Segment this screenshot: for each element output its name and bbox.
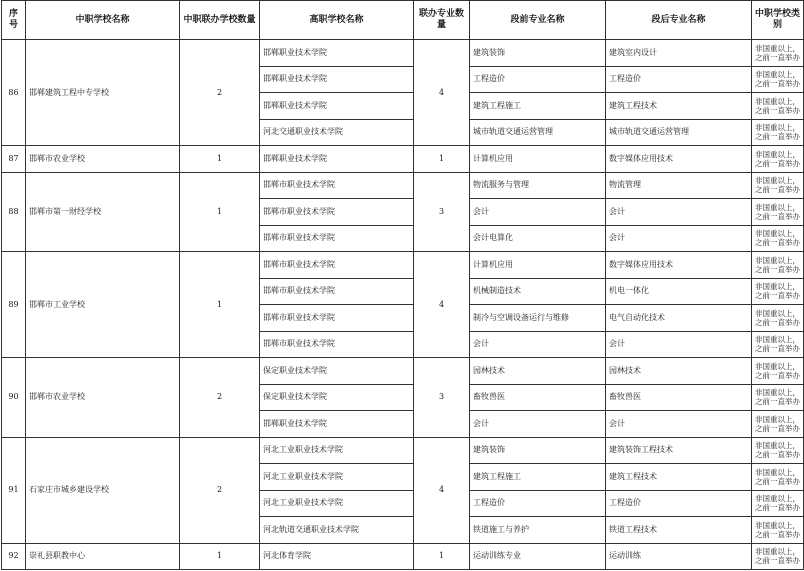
major-before: 园林技术 [470,358,606,385]
secondary-school-name: 邯郸市工业学校 [26,252,180,358]
row-number: 90 [2,358,26,438]
college-name: 河北轨道交通职业技术学院 [260,517,414,544]
table-row [2,358,804,385]
joint-major-count: 1 [414,146,470,173]
major-before: 工程造价 [470,490,606,517]
joint-school-count: 2 [180,358,260,438]
college-name: 邯郸职业技术学院 [260,66,414,93]
secondary-school-name: 崇礼县职教中心 [26,543,180,570]
school-category: 非国重以上，之前一直举办 [752,305,804,332]
major-before: 制冷与空调设备运行与维修 [470,305,606,332]
joint-school-count: 1 [180,543,260,570]
header-majors: 联办专业数量 [414,1,470,40]
secondary-school-name: 邯郸建筑工程中专学校 [26,40,180,146]
major-after: 畜牧兽医 [606,384,752,411]
major-after: 建筑工程技术 [606,464,752,491]
college-name: 河北工业职业技术学院 [260,490,414,517]
college-name: 邯郸市职业技术学院 [260,172,414,199]
major-before: 建筑工程施工 [470,93,606,120]
row-number: 88 [2,172,26,252]
school-category: 非国重以上，之前一直举办 [752,384,804,411]
college-name: 河北工业职业技术学院 [260,464,414,491]
table-row [2,543,804,570]
major-after: 会计 [606,331,752,358]
college-name: 河北体育学院 [260,543,414,570]
college-name: 邯郸职业技术学院 [260,411,414,438]
school-category: 非国重以上，之前一直举办 [752,146,804,173]
row-number: 86 [2,40,26,146]
college-name: 邯郸市职业技术学院 [260,252,414,279]
major-after: 会计 [606,225,752,252]
major-after: 工程造价 [606,66,752,93]
major-after: 建筑装饰工程技术 [606,437,752,464]
major-after: 工程造价 [606,490,752,517]
major-before: 机械制造技术 [470,278,606,305]
school-category: 非国重以上，之前一直举办 [752,40,804,67]
major-after: 数字媒体应用技术 [606,146,752,173]
joint-school-count: 2 [180,40,260,146]
joint-major-count: 3 [414,358,470,438]
school-category: 非国重以上，之前一直举办 [752,517,804,544]
college-name: 邯郸市职业技术学院 [260,225,414,252]
school-category: 非国重以上，之前一直举办 [752,411,804,438]
major-before: 会计 [470,411,606,438]
row-number: 92 [2,543,26,570]
row-number: 89 [2,252,26,358]
school-category: 非国重以上，之前一直举办 [752,119,804,146]
secondary-school-name: 邯郸市农业学校 [26,146,180,173]
school-category: 非国重以上，之前一直举办 [752,252,804,279]
header-no: 序号 [2,1,26,40]
major-after: 建筑工程技术 [606,93,752,120]
college-name: 邯郸职业技术学院 [260,93,414,120]
joint-major-count: 3 [414,172,470,252]
header-count: 中职联办学校数量 [180,1,260,40]
major-before: 运动训练专业 [470,543,606,570]
college-name: 保定职业技术学院 [260,358,414,385]
joint-school-count: 2 [180,437,260,543]
school-category: 非国重以上，之前一直举办 [752,93,804,120]
major-before: 建筑装饰 [470,40,606,67]
joint-school-count: 1 [180,146,260,173]
major-after: 会计 [606,411,752,438]
major-before: 城市轨道交通运营管理 [470,119,606,146]
joint-major-count: 4 [414,252,470,358]
table-body [2,40,804,570]
school-category: 非国重以上，之前一直举办 [752,543,804,570]
major-before: 计算机应用 [470,146,606,173]
header-before: 段前专业名称 [470,1,606,40]
major-after: 城市轨道交通运营管理 [606,119,752,146]
table-row [2,172,804,199]
college-name: 河北工业职业技术学院 [260,437,414,464]
school-category: 非国重以上，之前一直举办 [752,437,804,464]
header-row [2,1,804,40]
school-category: 非国重以上，之前一直举办 [752,331,804,358]
school-category: 非国重以上，之前一直举办 [752,278,804,305]
joint-major-count: 4 [414,437,470,543]
major-after: 会计 [606,199,752,226]
college-name: 保定职业技术学院 [260,384,414,411]
secondary-school-name: 邯郸市农业学校 [26,358,180,438]
major-after: 机电一体化 [606,278,752,305]
school-category: 非国重以上，之前一直举办 [752,199,804,226]
school-category: 非国重以上，之前一直举办 [752,490,804,517]
major-before: 建筑装饰 [470,437,606,464]
major-before: 建筑工程施工 [470,464,606,491]
major-after: 运动训练 [606,543,752,570]
college-name: 河北交通职业技术学院 [260,119,414,146]
table-row [2,40,804,67]
major-before: 会计 [470,199,606,226]
table-row [2,437,804,464]
major-after: 电气自动化技术 [606,305,752,332]
school-category: 非国重以上，之前一直举办 [752,464,804,491]
college-name: 邯郸职业技术学院 [260,40,414,67]
row-number: 87 [2,146,26,173]
school-category: 非国重以上，之前一直举办 [752,225,804,252]
major-after: 园林技术 [606,358,752,385]
major-after: 建筑室内设计 [606,40,752,67]
major-after: 物流管理 [606,172,752,199]
major-after: 数字媒体应用技术 [606,252,752,279]
major-before: 工程造价 [470,66,606,93]
header-after: 段后专业名称 [606,1,752,40]
major-before: 计算机应用 [470,252,606,279]
header-college: 高职学校名称 [260,1,414,40]
school-category: 非国重以上，之前一直举办 [752,66,804,93]
joint-school-count: 1 [180,252,260,358]
school-category: 非国重以上，之前一直举办 [752,172,804,199]
table-row [2,146,804,173]
enrollment-table [1,0,804,570]
college-name: 邯郸市职业技术学院 [260,305,414,332]
major-after: 铁道工程技术 [606,517,752,544]
major-before: 会计电算化 [470,225,606,252]
major-before: 物流服务与管理 [470,172,606,199]
college-name: 邯郸市职业技术学院 [260,331,414,358]
major-before: 会计 [470,331,606,358]
header-school: 中职学校名称 [26,1,180,40]
table-row [2,252,804,279]
secondary-school-name: 邯郸市第一财经学校 [26,172,180,252]
college-name: 邯郸职业技术学院 [260,146,414,173]
school-category: 非国重以上，之前一直举办 [752,358,804,385]
secondary-school-name: 石家庄市城乡建设学校 [26,437,180,543]
college-name: 邯郸市职业技术学院 [260,199,414,226]
header-category: 中职学校类别 [752,1,804,40]
joint-major-count: 4 [414,40,470,146]
joint-major-count: 1 [414,543,470,570]
row-number: 91 [2,437,26,543]
major-before: 铁道施工与养护 [470,517,606,544]
college-name: 邯郸市职业技术学院 [260,278,414,305]
major-before: 畜牧兽医 [470,384,606,411]
joint-school-count: 1 [180,172,260,252]
